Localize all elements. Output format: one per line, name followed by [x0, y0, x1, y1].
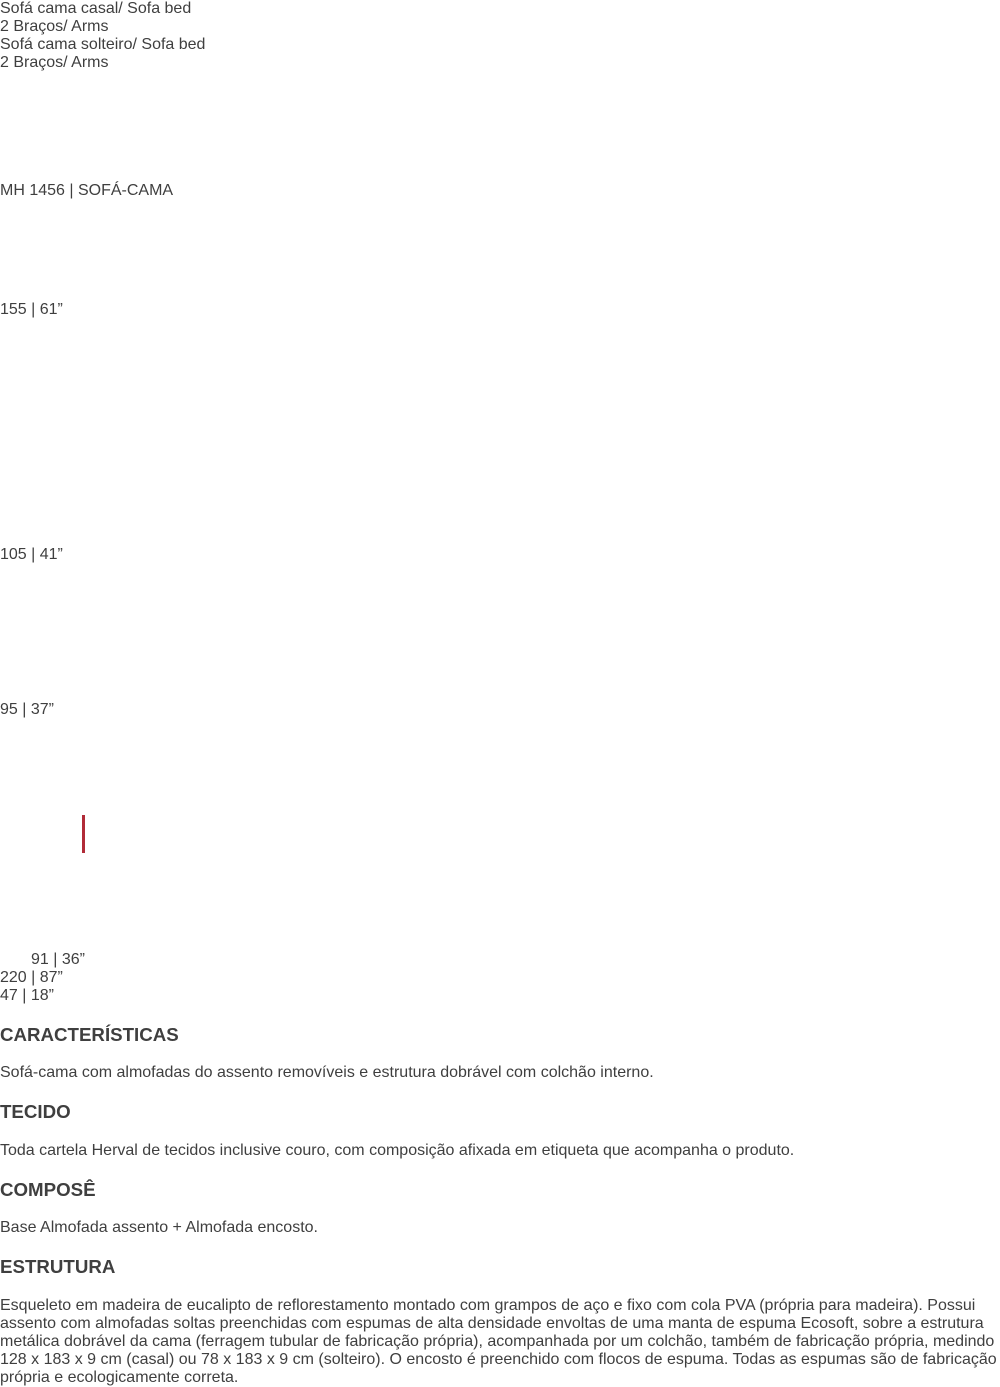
- section-tecido-heading: TECIDO: [0, 1101, 71, 1123]
- title-bar: [0, 182, 1000, 240]
- solteiro-width-dim: 105 | 41”: [0, 546, 63, 563]
- open-body-outline: [0, 753, 106, 815]
- caption-solteiro-line2: 2 Braços/ Arms: [0, 54, 109, 71]
- open-bed-extension-outline: [0, 815, 85, 853]
- open-height-dim: 91 | 36”: [31, 951, 85, 968]
- section-caracteristicas-heading: CARACTERÍSTICAS: [0, 1023, 179, 1045]
- caption-casal-line1: Sofá cama casal/ Sofa bed: [0, 0, 192, 17]
- closed-backrest-outline: [0, 564, 34, 598]
- section-estrutura: [0, 1256, 1000, 1387]
- open-bed-height-dim: 47 | 18”: [0, 987, 54, 1004]
- diagram-sofa-solteiro: [0, 319, 1000, 564]
- diagram-side-open: [0, 719, 1000, 1005]
- casal-left-arm: [0, 72, 27, 136]
- caption-solteiro: [0, 36, 1000, 72]
- section-compose-body: Base Almofada assento + Almofada encosto.: [0, 1219, 318, 1237]
- caption-casal-line2: 2 Braços/ Arms: [0, 18, 109, 35]
- section-caracteristicas: [0, 1024, 1000, 1083]
- solteiro-right-arm: [0, 383, 25, 447]
- diagram-side-closed: [0, 564, 1000, 719]
- closed-depth-dim: 95 | 37”: [0, 701, 54, 718]
- section-caracteristicas-body: Sofá-cama com almofadas do assento removíveis e estrutura dobrável com colchão interno.: [0, 1064, 654, 1082]
- section-tecido-body: Toda cartela Herval de tecidos inclusive couro, com composição afixada em etiqueta que acompanha o produto.: [0, 1141, 795, 1159]
- section-estrutura-heading: ESTRUTURA: [0, 1256, 116, 1278]
- caption-solteiro-line1: Sofá cama solteiro/ Sofa bed: [0, 36, 206, 53]
- open-headrest-outline: [0, 719, 34, 753]
- page-title: MH 1456 | SOFÁ-CAMA: [0, 182, 174, 199]
- solteiro-body-outline: [0, 447, 99, 543]
- open-height-line: [0, 853, 3, 948]
- solteiro-left-arm: [0, 319, 25, 383]
- closed-body-outline: [0, 598, 106, 660]
- closed-foot-outline: [0, 660, 16, 698]
- section-estrutura-body: Esqueleto em madeira de eucalipto de reflorestamento montado com grampos de aço e fixo com cola PVA (própria para madeira). Possui assento com almofadas soltas preenchidas com espumas de alta densidade envoltas de uma manta de espuma Ecosoft, sobre a estrutura metálica dobrável da cama (ferragem tubular de fabricação própria), acompanhada por um colchão, também de fabricação própria, medindo 128 x 183 x 9 cm (casal) ou 78 x 183 x 9 cm (solteiro). O encosto é preenchido com flocos de espuma. Todas as espumas são de fabricação própria e ecologicamente correta.: [0, 1296, 997, 1386]
- section-tecido: [0, 1101, 1000, 1160]
- section-compose-heading: COMPOSÊ: [0, 1178, 96, 1200]
- section-compose: [0, 1179, 1000, 1238]
- open-length-dim: 220 | 87”: [0, 969, 63, 986]
- casal-width-dim: 155 | 61”: [0, 301, 63, 318]
- caption-casal: [0, 0, 1000, 36]
